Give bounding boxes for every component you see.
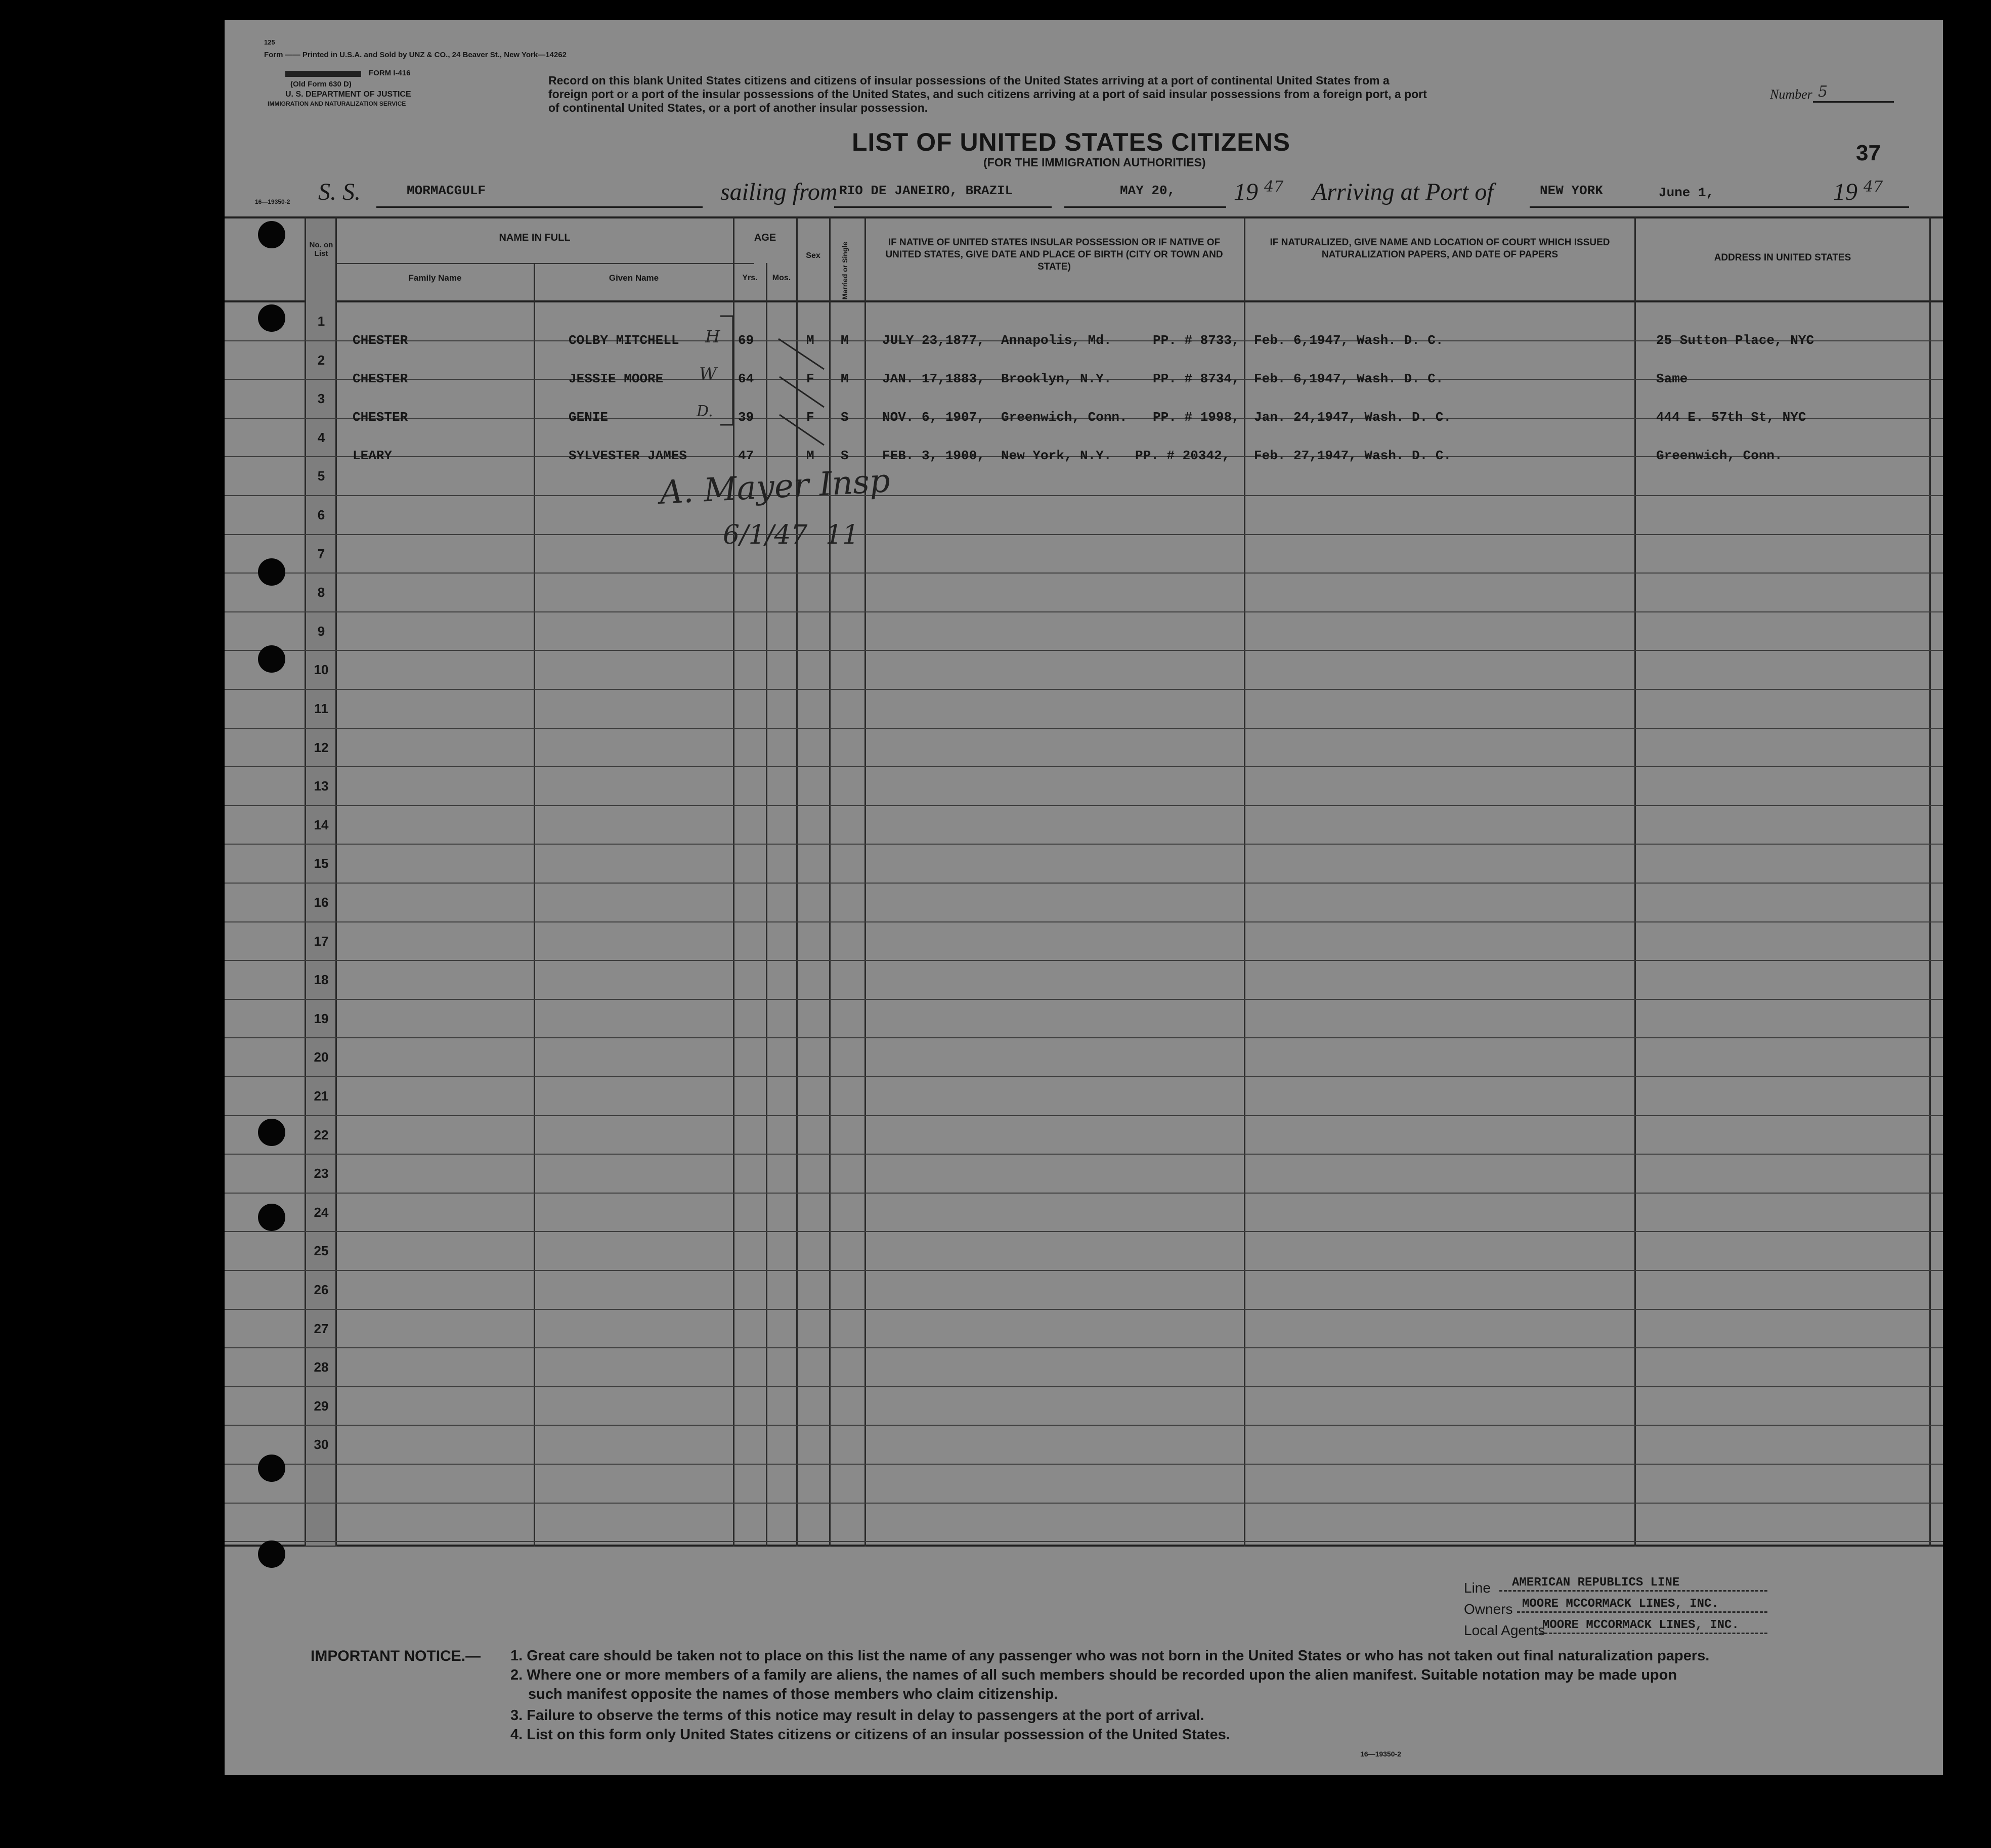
page-title: LIST OF UNITED STATES CITIZENS: [852, 128, 1291, 156]
row-rule: [225, 1464, 1943, 1465]
naturalization: Feb. 6,1947, Wash. D. C.: [1254, 333, 1444, 348]
notice-item: 3. Failure to observe the terms of this notice may result in delay to passengers at the port of arrival.: [510, 1707, 1204, 1724]
form-printer-line: Form —— Printed in U.S.A. and Sold by UNZ & CO., 24 Beaver St., New York—14262: [264, 51, 567, 59]
given-name: SYLVESTER JAMES: [569, 448, 687, 463]
arrival-date-underline: [1661, 206, 1833, 208]
row-number: 13: [314, 778, 329, 794]
family-name: LEARY: [353, 448, 393, 463]
row-rule: [225, 495, 1943, 496]
row-rule: [225, 1503, 1943, 1504]
row-number: 15: [314, 856, 329, 871]
owners-value: MOORE MCCORMACK LINES, INC.: [1522, 1597, 1719, 1611]
row-rule: [225, 921, 1943, 922]
header-age: AGE: [754, 232, 776, 243]
birth-date: NOV. 6, 1907,: [882, 410, 985, 425]
department: U. S. DEPARTMENT OF JUSTICE: [285, 90, 411, 99]
birth-date: JAN. 17,1883,: [882, 371, 985, 386]
side-code: 16—19350-2: [255, 198, 290, 205]
ship-name: MORMACGULF: [407, 183, 486, 198]
row-rule: [225, 611, 1943, 612]
marital-status: M: [841, 333, 849, 348]
punch-hole: [258, 1541, 285, 1568]
row-number: 20: [314, 1049, 329, 1065]
marital-status: S: [841, 410, 849, 425]
inspection-date: 6/1/47: [723, 520, 808, 550]
row-number: 14: [314, 817, 329, 832]
naturalization: Feb. 27,1947, Wash. D. C.: [1254, 448, 1452, 463]
relation-mark: W: [699, 364, 717, 384]
row-rule: [225, 1386, 1943, 1387]
inspector-signature: A. Mayer Insp: [659, 462, 891, 512]
bottom-form-code: 16—19350-2: [1360, 1750, 1401, 1758]
sex: F: [806, 371, 814, 386]
row-rule: [225, 1115, 1943, 1116]
sailing-label: sailing from: [720, 179, 838, 205]
row-rule: [225, 1154, 1943, 1155]
sex: M: [806, 333, 814, 348]
line-underline: [1499, 1590, 1767, 1592]
passport-number: PP. # 20342,: [1135, 448, 1230, 463]
naturalization: Jan. 24,1947, Wash. D. C.: [1254, 410, 1452, 425]
age-years: 69: [738, 333, 754, 348]
owners-underline: [1517, 1611, 1767, 1613]
punch-hole: [258, 1455, 285, 1482]
marital-status: S: [841, 448, 849, 463]
punch-hole: [258, 558, 285, 586]
birth-place: New York, N.Y.: [1001, 448, 1112, 463]
notice-item: 2. Where one or more members of a family are aliens, the names of all such members should be recorded upon the alien manifest. Suitable notation may be made upon: [510, 1667, 1677, 1683]
row-number: 4: [317, 430, 325, 445]
given-name: JESSIE MOORE: [569, 371, 664, 386]
row-number: 6: [317, 507, 325, 522]
header-address: ADDRESS IN UNITED STATES: [1714, 252, 1851, 263]
header-given: Given Name: [609, 273, 659, 283]
punch-hole: [258, 1119, 285, 1146]
birth-date: FEB. 3, 1900,: [882, 448, 985, 463]
number-label: Number: [1770, 87, 1812, 102]
passport-number: PP. # 8733,: [1153, 333, 1240, 348]
row-rule: [225, 805, 1943, 806]
manifest-page: [225, 20, 1943, 1775]
row-rule: [225, 1270, 1943, 1271]
top-number: 125: [264, 38, 275, 46]
family-name: CHESTER: [353, 371, 408, 386]
family-bracket: [718, 314, 738, 430]
line-label: Line: [1464, 1580, 1491, 1596]
from-port-underline: [834, 206, 1052, 208]
header-subrule: [336, 263, 754, 264]
family-name: CHESTER: [353, 410, 408, 425]
check-marks: [773, 319, 834, 470]
arrival-year-prefix: 19: [1833, 179, 1857, 205]
row-number: 7: [317, 546, 325, 561]
marital-status: M: [841, 371, 849, 386]
instruction-line: foreign port or a port of the insular possessions of the United States, and such citizens arriving at a port of said insular possessions from a foreign port, a port: [548, 87, 1427, 101]
row-rule: [225, 728, 1943, 729]
arrival-year-underline: [1833, 206, 1909, 208]
table-top-rule: [225, 216, 1943, 218]
punch-hole: [258, 645, 285, 673]
arrival-port-underline: [1530, 206, 1666, 208]
page-number: 37: [1856, 141, 1881, 165]
row-number: 25: [314, 1243, 329, 1258]
owners-label: Owners: [1464, 1601, 1513, 1617]
page-subtitle: (FOR THE IMMIGRATION AUTHORITIES): [983, 156, 1206, 169]
agents-label: Local Agents: [1464, 1622, 1545, 1638]
address: Same: [1656, 371, 1688, 386]
birth-date: JULY 23,1877,: [882, 333, 985, 348]
sex: M: [806, 448, 814, 463]
header-name-in-full: NAME IN FULL: [499, 232, 571, 243]
age-years: 39: [738, 410, 754, 425]
passport-number: PP. # 8734,: [1153, 371, 1240, 386]
family-name: CHESTER: [353, 333, 408, 348]
header-bottom-rule: [225, 300, 1943, 302]
row-number: 29: [314, 1398, 329, 1414]
row-rule: [225, 573, 1943, 574]
row-rule: [225, 1076, 1943, 1077]
row-number: 11: [314, 701, 328, 716]
row-number: 16: [314, 895, 329, 910]
address: Greenwich, Conn.: [1656, 448, 1783, 463]
row-number: 22: [314, 1127, 329, 1142]
year-prefix: 19: [1234, 179, 1258, 205]
punch-hole: [258, 304, 285, 332]
row-number: 10: [314, 662, 329, 677]
row-rule: [225, 960, 1943, 961]
number-value: 5: [1818, 83, 1828, 101]
row-rule: [225, 534, 1943, 535]
col-line: [534, 263, 535, 1547]
row-number: 5: [317, 468, 325, 483]
inspection-time: 11: [826, 520, 859, 550]
age-years: 64: [738, 371, 754, 386]
row-rule: [225, 766, 1943, 767]
notice-item: 1. Great care should be taken not to place on this list the name of any passenger who was not born in the United States or who has not taken out final naturalization papers.: [510, 1648, 1710, 1664]
row-number: 24: [314, 1205, 329, 1220]
row-rule: [225, 883, 1943, 884]
header-naturalized: IF NATURALIZED, GIVE NAME AND LOCATION OF COURT WHICH ISSUED NATURALIZATION PAPERS, AND DATE OF PAPERS: [1270, 237, 1610, 260]
row-rule: [225, 1193, 1943, 1194]
row-number: 12: [314, 740, 329, 755]
ss-label: S. S.: [318, 179, 361, 205]
header-no: No. on List: [309, 241, 333, 258]
row-number: 27: [314, 1321, 329, 1336]
header-married-single: Married or Single: [841, 241, 849, 300]
age-years: 47: [738, 448, 754, 463]
punch-hole: [258, 1204, 285, 1231]
row-number: 18: [314, 972, 329, 987]
punch-hole: [258, 221, 285, 248]
row-number: 17: [314, 934, 329, 949]
naturalization: Feb. 6,1947, Wash. D. C.: [1254, 371, 1444, 386]
ship-underline: [376, 206, 703, 208]
notice-item: 4. List on this form only United States citizens or citizens of an insular possession of the United States.: [510, 1727, 1230, 1743]
header-mos: Mos.: [772, 274, 791, 282]
given-name: GENIE: [569, 410, 609, 425]
table-bottom-rule: [225, 1545, 1943, 1547]
birth-place: Brooklyn, N.Y.: [1001, 371, 1112, 386]
row-rule: [225, 999, 1943, 1000]
sail-year: 47: [1264, 178, 1284, 196]
arrival-year: 47: [1864, 178, 1883, 196]
from-port: RIO DE JANEIRO, BRAZIL: [839, 183, 1013, 198]
row-number: 21: [314, 1088, 329, 1104]
row-number: 1: [317, 314, 325, 329]
birth-place: Greenwich, Conn.: [1001, 410, 1128, 425]
row-rule: [225, 1037, 1943, 1038]
agents-value: MOORE MCCORMACK LINES, INC.: [1542, 1618, 1739, 1632]
instruction-line: of continental United States, or a port of another insular possession.: [548, 101, 928, 114]
sail-date: MAY 20,: [1120, 183, 1176, 198]
row-number: 23: [314, 1166, 329, 1181]
relation-mark: H: [705, 327, 720, 347]
number-underline: [1813, 101, 1894, 103]
instructions: [548, 74, 1427, 115]
row-number: 26: [314, 1282, 329, 1297]
passport-number: PP. # 1998,: [1153, 410, 1240, 425]
arriving-label: Arriving at Port of: [1312, 179, 1494, 205]
row-number: 19: [314, 1011, 329, 1026]
header-yrs: Yrs.: [742, 274, 758, 282]
birth-place: Annapolis, Md.: [1001, 333, 1112, 348]
row-rule: [225, 844, 1943, 845]
arrival-date: June 1,: [1659, 185, 1714, 200]
service: IMMIGRATION AND NATURALIZATION SERVICE: [268, 100, 406, 107]
address: 444 E. 57th St, NYC: [1656, 410, 1806, 425]
row-rule: [225, 1347, 1943, 1348]
header-sex: Sex: [806, 251, 820, 260]
given-name: COLBY MITCHELL: [569, 333, 679, 348]
col-line: [766, 263, 767, 1547]
row-number: 28: [314, 1359, 329, 1375]
form-code: FORM I-416: [369, 69, 411, 77]
sex: F: [806, 410, 814, 425]
old-form: (Old Form 630 D): [290, 80, 352, 89]
agents-underline: [1540, 1633, 1767, 1634]
row-rule: [225, 689, 1943, 690]
header-birth: IF NATIVE OF UNITED STATES INSULAR POSSESSION OR IF NATIVE OF UNITED STATES, GIVE DATE AND PLACE OF BIRTH (CITY OR TOWN AND STATE): [885, 237, 1223, 272]
relation-mark: D.: [697, 403, 713, 420]
redaction-bar: [285, 71, 361, 77]
header-family: Family Name: [408, 273, 462, 283]
line-value: AMERICAN REPUBLICS LINE: [1512, 1576, 1680, 1590]
instruction-line: Record on this blank United States citizens and citizens of insular possessions of the United States arriving at a port of continental United States from a: [548, 74, 1390, 87]
notice-label: IMPORTANT NOTICE.—: [311, 1648, 481, 1664]
arrival-port: NEW YORK: [1540, 183, 1603, 198]
row-rule: [225, 1309, 1943, 1310]
row-number: 2: [317, 353, 325, 368]
address: 25 Sutton Place, NYC: [1656, 333, 1814, 348]
row-number: 9: [317, 624, 325, 639]
row-rule: [225, 1541, 1943, 1542]
notice-item: such manifest opposite the names of those members who claim citizenship.: [528, 1686, 1058, 1702]
row-rule: [225, 650, 1943, 651]
row-rule: [225, 1231, 1943, 1232]
row-number: 30: [314, 1437, 329, 1452]
row-number: 8: [317, 585, 325, 600]
row-number: 3: [317, 391, 325, 406]
row-rule: [225, 1425, 1943, 1426]
sail-date-underline: [1064, 206, 1226, 208]
